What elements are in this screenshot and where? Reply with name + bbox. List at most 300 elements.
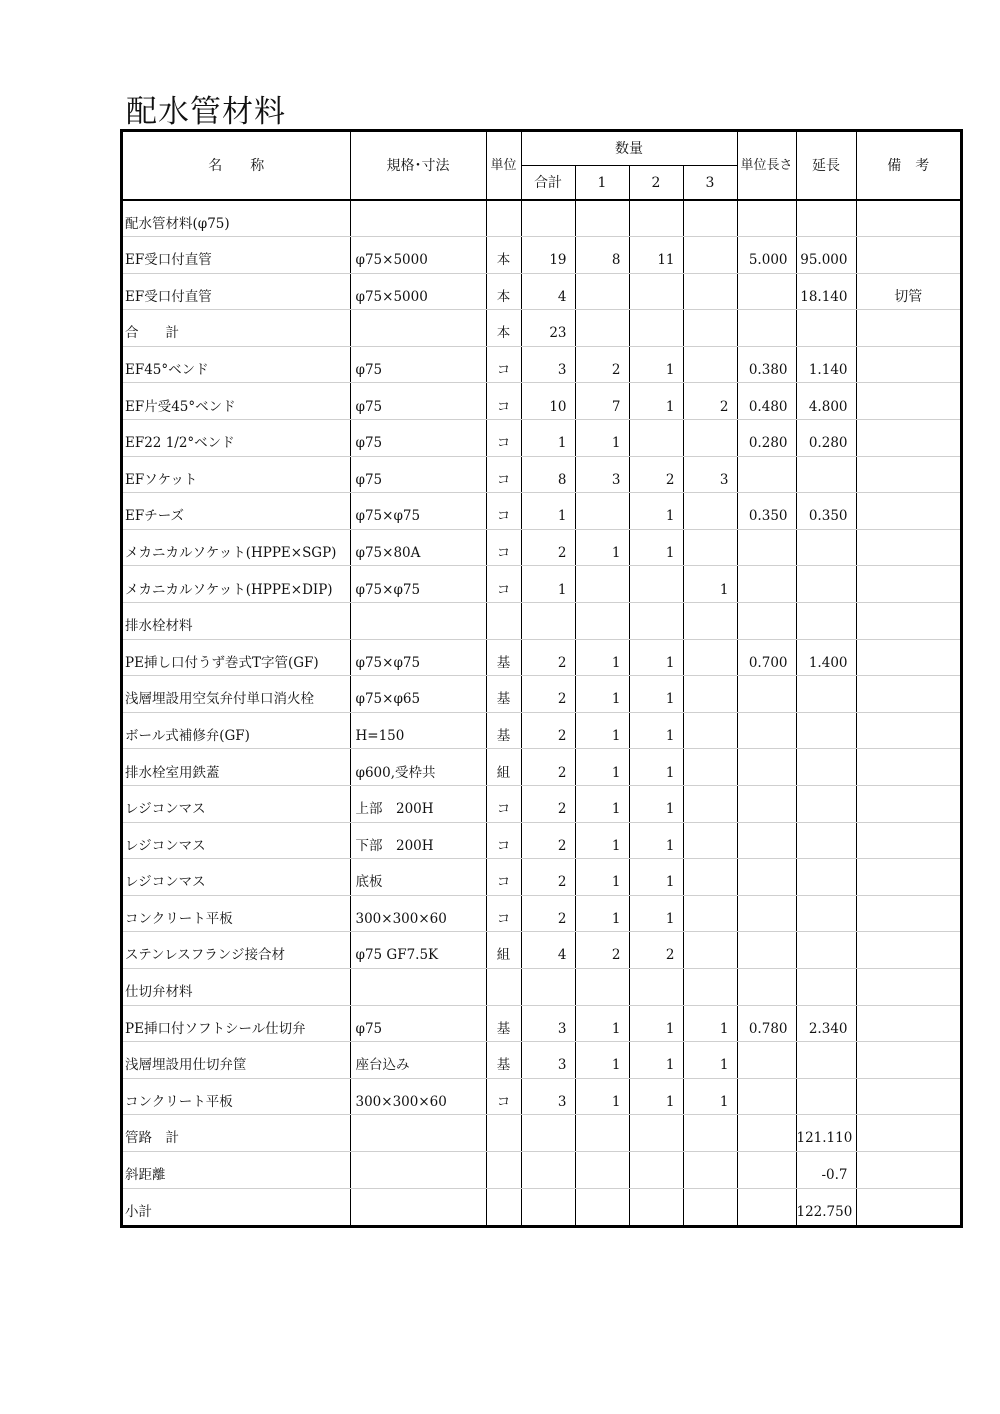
cell-spec: φ75 <box>350 456 486 493</box>
header-qty-1: 1 <box>575 166 629 201</box>
cell-remarks <box>856 712 960 749</box>
cell-qty-3: 2 <box>683 383 737 420</box>
cell-qty-1: 1 <box>575 676 629 713</box>
cell-length: 18.140 <box>796 273 856 310</box>
cell-unit-length <box>737 456 796 493</box>
cell-unit: コ <box>486 493 521 530</box>
cell-qty-3: 3 <box>683 456 737 493</box>
cell-total: 19 <box>521 237 575 274</box>
cell-total: 2 <box>521 822 575 859</box>
cell-length: 2.340 <box>796 1005 856 1042</box>
cell-total: 2 <box>521 639 575 676</box>
cell-remarks <box>856 383 960 420</box>
cell-qty-3 <box>683 529 737 566</box>
cell-unit-length <box>737 1115 796 1152</box>
cell-length: 1.140 <box>796 346 856 383</box>
cell-total: 3 <box>521 1005 575 1042</box>
cell-length <box>796 603 856 640</box>
header-qty-3: 3 <box>683 166 737 201</box>
cell-qty-1: 2 <box>575 932 629 969</box>
cell-qty-1 <box>575 1151 629 1188</box>
cell-name: EF45°ベンド <box>123 346 350 383</box>
table-row <box>123 1151 960 1188</box>
cell-name: EFソケット <box>123 456 350 493</box>
cell-qty-3 <box>683 310 737 347</box>
table-row <box>123 237 960 274</box>
table-row <box>123 822 960 859</box>
cell-name: メカニカルソケット(HPPE×SGP) <box>123 529 350 566</box>
cell-unit: コ <box>486 859 521 896</box>
table-row <box>123 639 960 676</box>
cell-name: 合 計 <box>123 310 350 347</box>
cell-qty-2: 2 <box>629 456 683 493</box>
cell-spec <box>350 1188 486 1225</box>
cell-spec: 座台込み <box>350 1042 486 1079</box>
cell-unit: コ <box>486 895 521 932</box>
cell-total: 2 <box>521 859 575 896</box>
cell-total <box>521 603 575 640</box>
cell-name: 斜距離 <box>123 1151 350 1188</box>
header-unit: 単位 <box>486 132 521 200</box>
table-row <box>123 676 960 713</box>
cell-qty-2: 1 <box>629 493 683 530</box>
table-row <box>123 529 960 566</box>
header-qty-2: 2 <box>629 166 683 201</box>
cell-qty-1: 1 <box>575 712 629 749</box>
header-spec: 規格･寸法 <box>350 132 486 200</box>
cell-name: レジコンマス <box>123 859 350 896</box>
cell-name: ステンレスフランジ接合材 <box>123 932 350 969</box>
cell-spec: 底板 <box>350 859 486 896</box>
cell-total <box>521 200 575 237</box>
cell-length <box>796 968 856 1005</box>
cell-length <box>796 749 856 786</box>
cell-unit: 基 <box>486 676 521 713</box>
cell-qty-3 <box>683 859 737 896</box>
cell-remarks <box>856 676 960 713</box>
cell-qty-1: 7 <box>575 383 629 420</box>
cell-qty-2: 1 <box>629 822 683 859</box>
table-row <box>123 493 960 530</box>
cell-name: EF受口付直管 <box>123 273 350 310</box>
cell-unit-length <box>737 566 796 603</box>
cell-name: 排水栓材料 <box>123 603 350 640</box>
cell-remarks <box>856 493 960 530</box>
cell-unit-length <box>737 712 796 749</box>
cell-remarks <box>856 1151 960 1188</box>
cell-unit: 基 <box>486 712 521 749</box>
cell-total <box>521 1188 575 1225</box>
cell-name: ボール式補修弁(GF) <box>123 712 350 749</box>
cell-qty-2: 1 <box>629 1078 683 1115</box>
cell-unit <box>486 603 521 640</box>
cell-unit: コ <box>486 566 521 603</box>
cell-qty-3 <box>683 749 737 786</box>
header-length: 延長 <box>796 132 856 200</box>
header-quantity-group: 数量 <box>521 132 737 166</box>
page-title: 配水管材料 <box>126 94 286 130</box>
cell-unit-length <box>737 529 796 566</box>
cell-qty-3 <box>683 968 737 1005</box>
cell-qty-1: 1 <box>575 859 629 896</box>
cell-spec: φ75×φ75 <box>350 493 486 530</box>
cell-qty-2: 1 <box>629 895 683 932</box>
materials-table <box>123 132 960 1225</box>
cell-qty-2 <box>629 200 683 237</box>
table-row <box>123 1042 960 1079</box>
cell-total <box>521 1115 575 1152</box>
cell-qty-2: 1 <box>629 1042 683 1079</box>
table-row <box>123 859 960 896</box>
cell-unit: コ <box>486 383 521 420</box>
cell-length <box>796 566 856 603</box>
table-row <box>123 383 960 420</box>
cell-remarks <box>856 749 960 786</box>
cell-name: 排水栓室用鉄蓋 <box>123 749 350 786</box>
cell-remarks <box>856 603 960 640</box>
cell-remarks <box>856 529 960 566</box>
cell-spec: 300×300×60 <box>350 1078 486 1115</box>
cell-unit <box>486 200 521 237</box>
cell-length: -0.7 <box>796 1151 856 1188</box>
cell-name: レジコンマス <box>123 786 350 823</box>
cell-unit-length <box>737 603 796 640</box>
table-row <box>123 1005 960 1042</box>
cell-total: 10 <box>521 383 575 420</box>
cell-unit: コ <box>486 529 521 566</box>
cell-total: 1 <box>521 566 575 603</box>
cell-length <box>796 456 856 493</box>
cell-qty-3: 1 <box>683 1042 737 1079</box>
cell-total: 3 <box>521 346 575 383</box>
cell-name: 管路 計 <box>123 1115 350 1152</box>
cell-length <box>796 932 856 969</box>
cell-qty-3 <box>683 895 737 932</box>
cell-name: 仕切弁材料 <box>123 968 350 1005</box>
cell-name: 浅層埋設用空気弁付単口消火栓 <box>123 676 350 713</box>
cell-unit-length <box>737 1151 796 1188</box>
cell-unit: コ <box>486 456 521 493</box>
table-row <box>123 456 960 493</box>
cell-qty-1: 1 <box>575 639 629 676</box>
table-body <box>123 200 960 1225</box>
cell-unit-length <box>737 968 796 1005</box>
cell-name: EFチーズ <box>123 493 350 530</box>
cell-unit: コ <box>486 822 521 859</box>
cell-qty-3 <box>683 237 737 274</box>
cell-unit-length: 0.280 <box>737 420 796 457</box>
materials-table-frame <box>120 129 963 1228</box>
cell-name: メカニカルソケット(HPPE×DIP) <box>123 566 350 603</box>
cell-qty-1 <box>575 310 629 347</box>
cell-qty-3 <box>683 932 737 969</box>
cell-unit <box>486 1188 521 1225</box>
cell-unit-length: 0.350 <box>737 493 796 530</box>
cell-qty-2: 2 <box>629 932 683 969</box>
cell-name: コンクリート平板 <box>123 895 350 932</box>
cell-remarks <box>856 786 960 823</box>
cell-name: 配水管材料(φ75) <box>123 200 350 237</box>
cell-qty-3: 1 <box>683 1005 737 1042</box>
cell-qty-3 <box>683 822 737 859</box>
cell-spec: 上部 200H <box>350 786 486 823</box>
cell-spec: 下部 200H <box>350 822 486 859</box>
cell-unit: 組 <box>486 932 521 969</box>
cell-unit: 本 <box>486 237 521 274</box>
table-row <box>123 1115 960 1152</box>
cell-spec: φ75×φ65 <box>350 676 486 713</box>
cell-total: 2 <box>521 676 575 713</box>
cell-qty-1 <box>575 493 629 530</box>
cell-name: EF片受45°ベンド <box>123 383 350 420</box>
cell-remarks <box>856 639 960 676</box>
cell-remarks <box>856 968 960 1005</box>
cell-spec <box>350 968 486 1005</box>
cell-qty-1: 1 <box>575 1005 629 1042</box>
cell-remarks <box>856 1078 960 1115</box>
cell-spec <box>350 603 486 640</box>
cell-total <box>521 1151 575 1188</box>
cell-spec: φ600,受枠共 <box>350 749 486 786</box>
cell-name: PE挿口付ソフトシール仕切弁 <box>123 1005 350 1042</box>
cell-unit-length <box>737 932 796 969</box>
cell-qty-2: 1 <box>629 346 683 383</box>
cell-spec <box>350 1151 486 1188</box>
cell-remarks: 切管 <box>856 273 960 310</box>
cell-spec: H=150 <box>350 712 486 749</box>
cell-total: 4 <box>521 932 575 969</box>
cell-qty-2: 1 <box>629 1005 683 1042</box>
cell-qty-3 <box>683 346 737 383</box>
cell-spec: φ75 <box>350 420 486 457</box>
cell-qty-2: 1 <box>629 639 683 676</box>
cell-length <box>796 200 856 237</box>
cell-qty-1: 1 <box>575 529 629 566</box>
cell-unit-length <box>737 859 796 896</box>
cell-remarks <box>856 346 960 383</box>
cell-total: 2 <box>521 529 575 566</box>
cell-length: 4.800 <box>796 383 856 420</box>
cell-total: 1 <box>521 493 575 530</box>
cell-qty-3: 1 <box>683 566 737 603</box>
cell-qty-2: 1 <box>629 383 683 420</box>
table-row <box>123 273 960 310</box>
cell-qty-2 <box>629 273 683 310</box>
cell-qty-1 <box>575 603 629 640</box>
cell-unit: コ <box>486 346 521 383</box>
cell-total <box>521 968 575 1005</box>
cell-qty-1 <box>575 1188 629 1225</box>
cell-qty-2 <box>629 968 683 1005</box>
cell-length: 122.750 <box>796 1188 856 1225</box>
cell-length <box>796 895 856 932</box>
cell-qty-2 <box>629 1115 683 1152</box>
cell-unit: コ <box>486 420 521 457</box>
cell-qty-1: 3 <box>575 456 629 493</box>
table-row <box>123 310 960 347</box>
cell-length <box>796 712 856 749</box>
cell-qty-2: 1 <box>629 712 683 749</box>
cell-qty-3 <box>683 1115 737 1152</box>
cell-qty-2: 1 <box>629 676 683 713</box>
cell-qty-2: 11 <box>629 237 683 274</box>
cell-length <box>796 529 856 566</box>
cell-qty-1: 8 <box>575 237 629 274</box>
cell-spec: φ75 GF7.5K <box>350 932 486 969</box>
cell-qty-3 <box>683 1188 737 1225</box>
cell-name: EF22 1/2°ベンド <box>123 420 350 457</box>
cell-unit: コ <box>486 786 521 823</box>
cell-total: 4 <box>521 273 575 310</box>
cell-unit: コ <box>486 1078 521 1115</box>
cell-unit-length <box>737 895 796 932</box>
cell-remarks <box>856 1115 960 1152</box>
cell-unit-length <box>737 1078 796 1115</box>
cell-qty-3 <box>683 200 737 237</box>
cell-unit: 組 <box>486 749 521 786</box>
cell-unit-length <box>737 200 796 237</box>
cell-qty-3 <box>683 420 737 457</box>
cell-remarks <box>856 1042 960 1079</box>
cell-unit-length <box>737 822 796 859</box>
cell-unit-length: 0.700 <box>737 639 796 676</box>
cell-length <box>796 859 856 896</box>
cell-qty-3 <box>683 639 737 676</box>
table-row <box>123 895 960 932</box>
cell-spec <box>350 1115 486 1152</box>
cell-remarks <box>856 822 960 859</box>
cell-length: 0.280 <box>796 420 856 457</box>
table-row <box>123 786 960 823</box>
cell-unit-length <box>737 749 796 786</box>
cell-remarks <box>856 456 960 493</box>
cell-qty-1 <box>575 200 629 237</box>
cell-qty-1 <box>575 968 629 1005</box>
cell-length <box>796 1078 856 1115</box>
table-row <box>123 1078 960 1115</box>
cell-remarks <box>856 310 960 347</box>
cell-remarks <box>856 932 960 969</box>
cell-unit: 本 <box>486 310 521 347</box>
cell-remarks <box>856 566 960 603</box>
cell-unit-length: 5.000 <box>737 237 796 274</box>
cell-length <box>796 676 856 713</box>
cell-unit-length <box>737 310 796 347</box>
cell-length <box>796 1042 856 1079</box>
cell-spec: φ75×5000 <box>350 273 486 310</box>
cell-total: 2 <box>521 712 575 749</box>
cell-unit <box>486 1151 521 1188</box>
cell-qty-1 <box>575 1115 629 1152</box>
cell-spec: φ75 <box>350 346 486 383</box>
cell-unit-length: 0.380 <box>737 346 796 383</box>
cell-qty-2: 1 <box>629 529 683 566</box>
cell-name: 浅層埋設用仕切弁筐 <box>123 1042 350 1079</box>
cell-qty-3 <box>683 603 737 640</box>
cell-total: 1 <box>521 420 575 457</box>
cell-qty-1 <box>575 273 629 310</box>
cell-unit <box>486 968 521 1005</box>
cell-remarks <box>856 1005 960 1042</box>
cell-qty-1: 1 <box>575 1042 629 1079</box>
cell-total: 2 <box>521 786 575 823</box>
cell-qty-1: 1 <box>575 1078 629 1115</box>
cell-qty-2: 1 <box>629 749 683 786</box>
cell-qty-2 <box>629 420 683 457</box>
cell-unit-length <box>737 1042 796 1079</box>
cell-spec <box>350 310 486 347</box>
cell-qty-1 <box>575 566 629 603</box>
cell-unit: 基 <box>486 639 521 676</box>
cell-spec: φ75×φ75 <box>350 639 486 676</box>
cell-unit <box>486 1115 521 1152</box>
cell-remarks <box>856 895 960 932</box>
cell-length <box>796 822 856 859</box>
cell-remarks <box>856 1188 960 1225</box>
cell-remarks <box>856 859 960 896</box>
table-row <box>123 749 960 786</box>
cell-spec: φ75 <box>350 1005 486 1042</box>
cell-unit-length <box>737 786 796 823</box>
cell-qty-1: 1 <box>575 822 629 859</box>
cell-total: 3 <box>521 1078 575 1115</box>
table-row <box>123 346 960 383</box>
cell-spec: φ75×φ75 <box>350 566 486 603</box>
cell-qty-2 <box>629 310 683 347</box>
cell-length <box>796 786 856 823</box>
cell-qty-1: 1 <box>575 749 629 786</box>
cell-total: 3 <box>521 1042 575 1079</box>
cell-length: 1.400 <box>796 639 856 676</box>
cell-name: PE挿し口付うず巻式T字管(GF) <box>123 639 350 676</box>
cell-spec <box>350 200 486 237</box>
cell-qty-3 <box>683 1151 737 1188</box>
cell-qty-2 <box>629 1151 683 1188</box>
cell-qty-1: 1 <box>575 786 629 823</box>
table-row <box>123 1188 960 1225</box>
table-row <box>123 968 960 1005</box>
header-remarks: 備 考 <box>856 132 960 200</box>
cell-qty-3 <box>683 273 737 310</box>
table-row <box>123 712 960 749</box>
table-row <box>123 420 960 457</box>
cell-unit-length <box>737 1188 796 1225</box>
cell-remarks <box>856 237 960 274</box>
cell-name: EF受口付直管 <box>123 237 350 274</box>
header-unit-length: 単位長さ <box>737 132 796 200</box>
cell-name: コンクリート平板 <box>123 1078 350 1115</box>
cell-qty-2 <box>629 566 683 603</box>
cell-qty-2 <box>629 603 683 640</box>
cell-qty-3: 1 <box>683 1078 737 1115</box>
cell-unit: 基 <box>486 1042 521 1079</box>
cell-qty-3 <box>683 712 737 749</box>
cell-total: 23 <box>521 310 575 347</box>
table-row <box>123 603 960 640</box>
table-row <box>123 932 960 969</box>
cell-unit-length: 0.480 <box>737 383 796 420</box>
cell-unit-length <box>737 676 796 713</box>
cell-spec: φ75×5000 <box>350 237 486 274</box>
cell-qty-3 <box>683 676 737 713</box>
cell-spec: 300×300×60 <box>350 895 486 932</box>
cell-length: 0.350 <box>796 493 856 530</box>
cell-unit: 本 <box>486 273 521 310</box>
cell-unit-length <box>737 273 796 310</box>
table-row <box>123 566 960 603</box>
cell-qty-2: 1 <box>629 859 683 896</box>
cell-qty-2: 1 <box>629 786 683 823</box>
